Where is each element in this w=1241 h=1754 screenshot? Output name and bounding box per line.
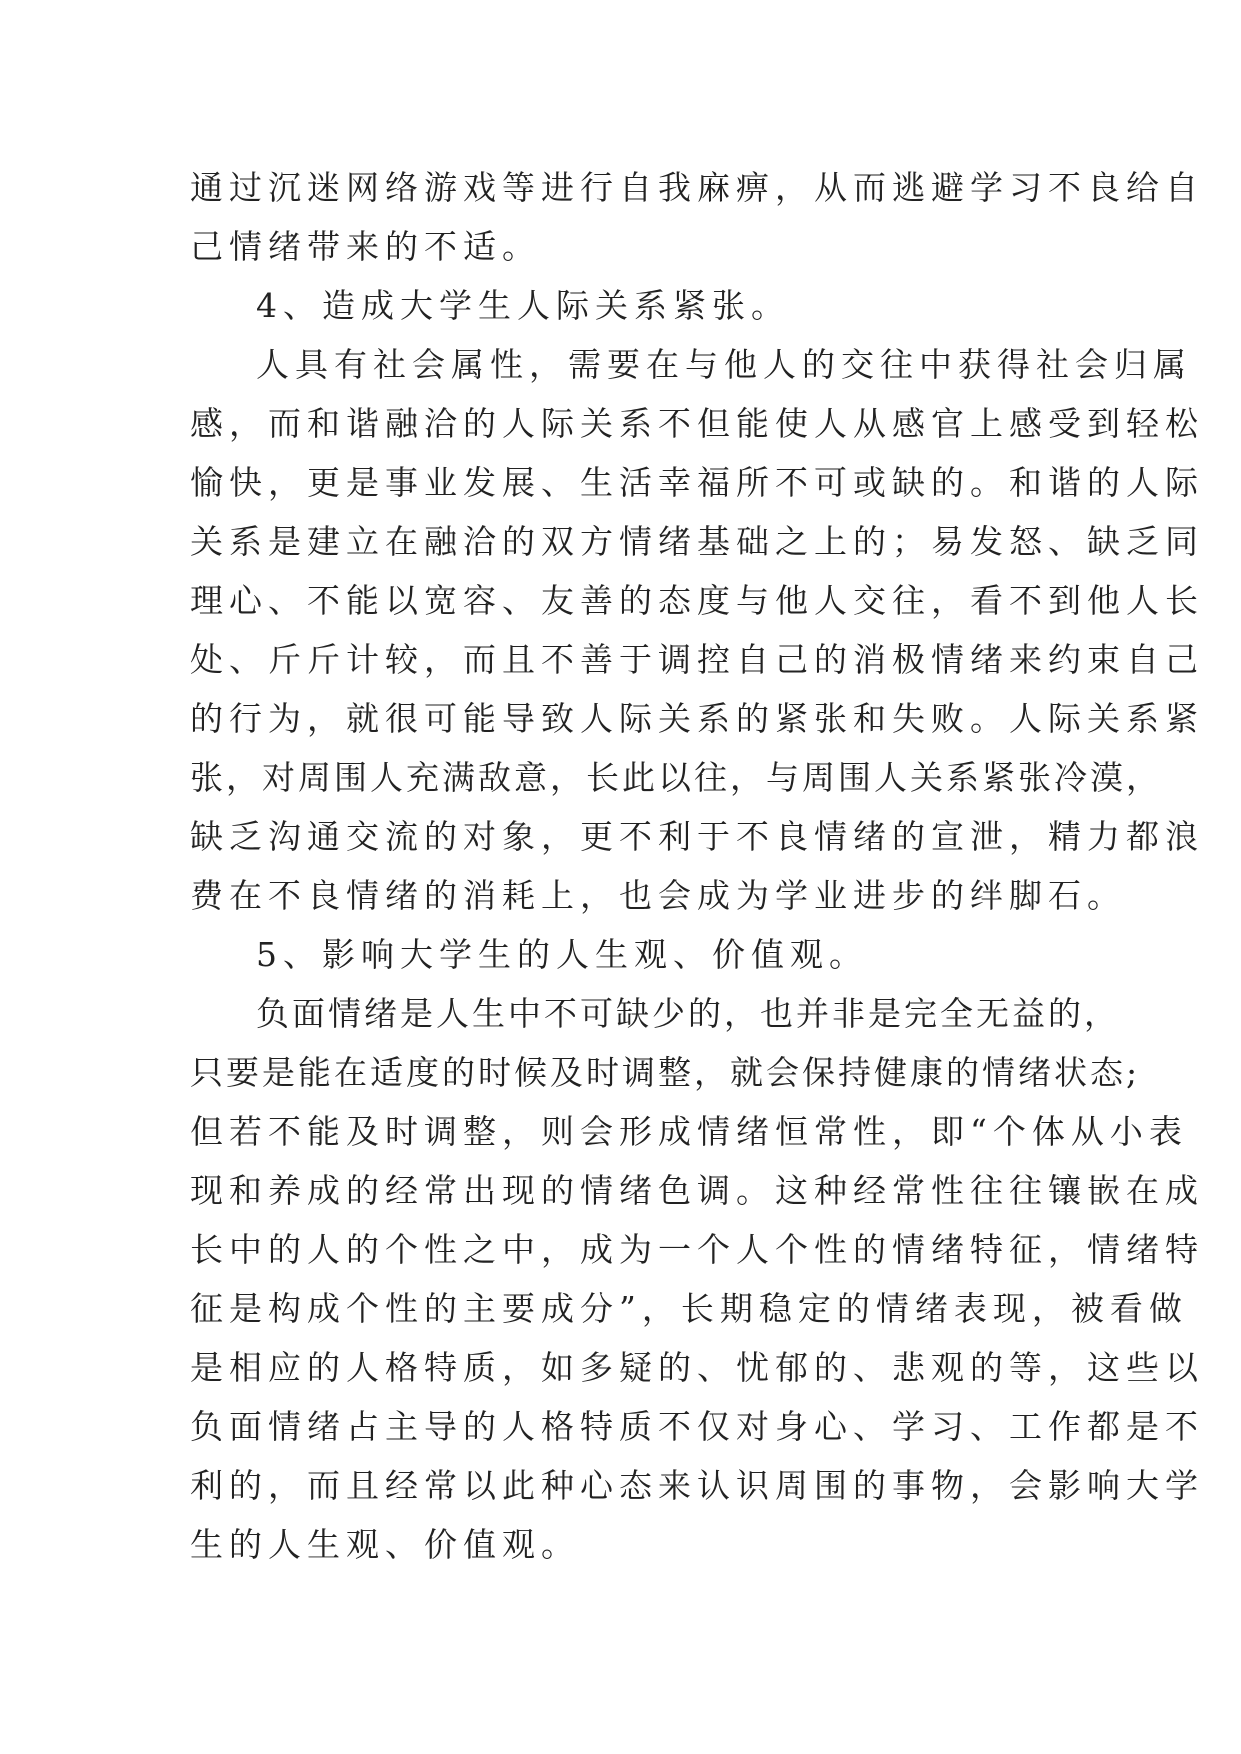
text-line: 现和养成的经常出现的情绪色调。这种经常性往往镶嵌在成 <box>190 1171 1204 1210</box>
text-line: 费在不良情绪的消耗上，也会成为学业进步的绊脚石。 <box>190 876 1126 915</box>
text-line: 愉快，更是事业发展、生活幸福所不可或缺的。和谐的人际 <box>190 463 1204 502</box>
text-line: 的行为，就很可能导致人际关系的紧张和失败。人际关系紧 <box>190 699 1204 738</box>
text-line: 关系是建立在融洽的双方情绪基础之上的；易发怒、缺乏同 <box>190 522 1204 561</box>
text-line: 长中的人的个性之中，成为一个人个性的情绪特征，情绪特 <box>190 1230 1204 1269</box>
document-body <box>190 158 1204 1574</box>
text-line: 感，而和谐融洽的人际关系不但能使人从感官上感受到轻松 <box>190 404 1204 443</box>
paragraph-first-line: 人具有社会属性，需要在与他人的交往中获得社会归属 <box>256 345 1192 384</box>
text-line: 只要是能在适度的时候及时调整，就会保持健康的情绪状态; <box>190 1053 1141 1092</box>
text-line: 处、斤斤计较，而且不善于调控自己的消极情绪来约束自己 <box>190 640 1204 679</box>
text-line: 张，对周围人充满敌意，长此以往，与周围人关系紧张冷漠， <box>190 758 1162 797</box>
text-line: 负面情绪占主导的人格特质不仅对身心、学习、工作都是不 <box>190 1407 1204 1446</box>
text-line: 是相应的人格特质，如多疑的、忧郁的、悲观的等，这些以 <box>190 1348 1204 1387</box>
text-line: 通过沉迷网络游戏等进行自我麻痹，从而逃避学习不良给自 <box>190 168 1204 207</box>
section-heading-4: 4、造成大学生人际关系紧张。 <box>256 286 790 325</box>
text-line: 理心、不能以宽容、友善的态度与他人交往，看不到他人长 <box>190 581 1204 620</box>
text-line: 己情绪带来的不适。 <box>190 227 541 266</box>
text-line: 利的，而且经常以此种心态来认识周围的事物，会影响大学 <box>190 1466 1204 1505</box>
text-line: 生的人生观、价值观。 <box>190 1525 580 1564</box>
section-heading-5: 5、影响大学生的人生观、价值观。 <box>256 935 868 974</box>
text-line: 但若不能及时调整，则会形成情绪恒常性，即“个体从小表 <box>190 1112 1188 1151</box>
paragraph-first-line: 负面情绪是人生中不可缺少的，也并非是完全无益的， <box>256 994 1120 1033</box>
text-line: 缺乏沟通交流的对象，更不利于不良情绪的宣泄，精力都浪 <box>190 817 1204 856</box>
text-line: 征是构成个性的主要成分”，长期稳定的情绪表现，被看做 <box>190 1289 1188 1328</box>
